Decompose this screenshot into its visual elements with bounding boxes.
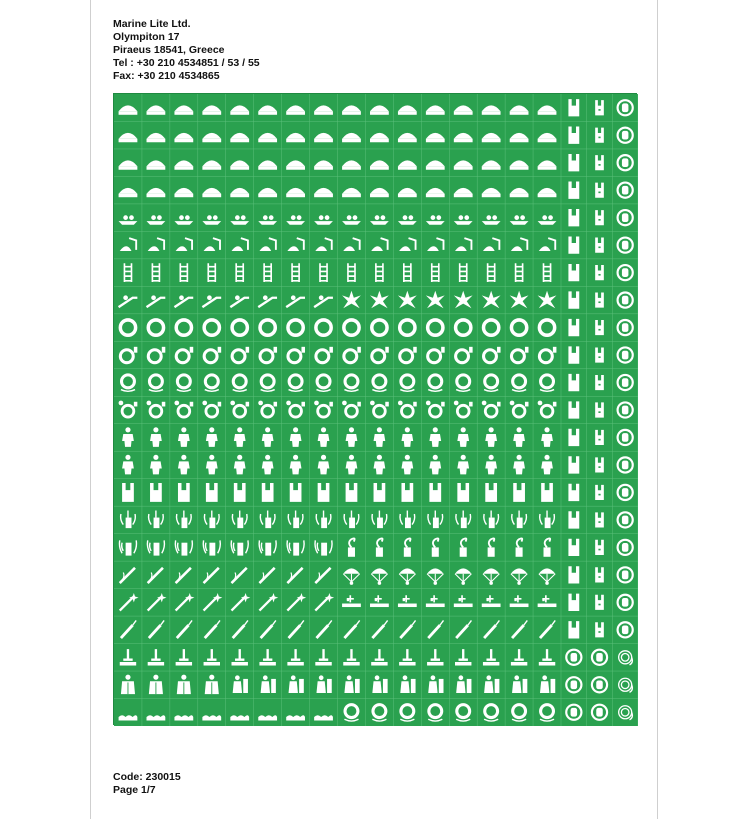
company-tel: Tel : +30 210 4534851 / 53 / 55 xyxy=(113,57,260,69)
company-street: Olympiton 17 xyxy=(113,31,180,43)
muster-station-icon xyxy=(258,715,277,720)
muster-station-icon xyxy=(230,715,249,720)
company-header xyxy=(113,18,260,83)
document-code: Code: 230015 xyxy=(113,771,181,783)
muster-station-icon xyxy=(147,715,166,720)
muster-station-icon xyxy=(286,715,305,720)
company-city: Piraeus 18541, Greece xyxy=(113,44,225,56)
page-number: Page 1/7 xyxy=(113,784,156,796)
company-fax: Fax: +30 210 4534865 xyxy=(113,70,220,82)
muster-station-icon xyxy=(202,715,221,720)
muster-station-icon xyxy=(314,715,333,720)
muster-station-icon xyxy=(174,715,193,720)
document-footer xyxy=(113,771,181,797)
sign-grid xyxy=(114,94,638,726)
muster-station-icon xyxy=(119,715,138,720)
safety-sign-sheet xyxy=(113,93,637,725)
company-name: Marine Lite Ltd. xyxy=(113,18,191,30)
